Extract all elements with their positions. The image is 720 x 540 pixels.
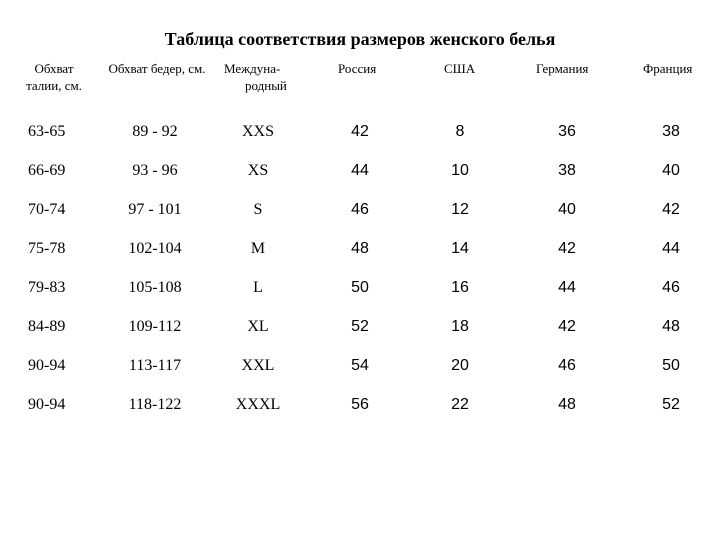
header-russia: Россия — [338, 61, 377, 76]
page-title: Таблица соответствия размеров женского белья — [164, 29, 556, 49]
cell-russia: 44 — [351, 162, 369, 179]
header-hips: Обхват бедер, см. — [108, 61, 206, 76]
cell-international: M — [250, 240, 266, 257]
cell-international: XL — [247, 318, 269, 335]
cell-waist: 66-69 — [28, 162, 66, 179]
cell-waist: 90-94 — [28, 357, 66, 374]
cell-hips: 102-104 — [128, 240, 182, 257]
cell-france: 48 — [662, 318, 680, 335]
table-row — [0, 197, 720, 223]
cell-waist: 70-74 — [28, 201, 66, 218]
cell-usa: 16 — [451, 279, 469, 296]
header-international-line2: родный — [245, 78, 287, 93]
cell-waist: 90-94 — [28, 396, 66, 413]
cell-usa: 18 — [451, 318, 469, 335]
cell-germany: 44 — [558, 279, 576, 296]
header-international — [224, 60, 287, 94]
cell-germany: 46 — [558, 357, 576, 374]
cell-hips: 105-108 — [128, 279, 182, 296]
cell-germany: 42 — [558, 240, 576, 257]
table-row — [0, 119, 720, 145]
cell-russia: 46 — [351, 201, 369, 218]
header-usa: США — [444, 61, 476, 76]
cell-france: 52 — [662, 396, 680, 413]
cell-usa: 8 — [455, 123, 465, 140]
cell-waist: 84-89 — [28, 318, 66, 335]
cell-international: L — [253, 279, 263, 296]
cell-waist: 79-83 — [28, 279, 66, 296]
cell-france: 42 — [662, 201, 680, 218]
cell-hips: 97 - 101 — [128, 201, 182, 218]
cell-hips: 113-117 — [128, 357, 182, 374]
cell-germany: 42 — [558, 318, 576, 335]
header-international-line1: Междуна- — [224, 61, 281, 76]
cell-waist: 63-65 — [28, 123, 66, 140]
cell-germany: 36 — [558, 123, 576, 140]
header-germany: Германия — [536, 61, 589, 76]
cell-usa: 14 — [451, 240, 469, 257]
cell-international: S — [253, 201, 263, 218]
cell-france: 44 — [662, 240, 680, 257]
table-row — [0, 353, 720, 379]
cell-germany: 48 — [558, 396, 576, 413]
cell-germany: 40 — [558, 201, 576, 218]
cell-russia: 50 — [351, 279, 369, 296]
cell-france: 46 — [662, 279, 680, 296]
cell-international: XXXL — [235, 396, 281, 413]
header-waist: Обхват талии, см. — [26, 61, 82, 93]
cell-hips: 109-112 — [128, 318, 182, 335]
cell-usa: 12 — [451, 201, 469, 218]
cell-france: 38 — [662, 123, 680, 140]
table-row — [0, 236, 720, 262]
cell-hips: 93 - 96 — [132, 162, 178, 179]
cell-russia: 56 — [351, 396, 369, 413]
cell-germany: 38 — [558, 162, 576, 179]
cell-russia: 42 — [351, 123, 369, 140]
cell-usa: 10 — [451, 162, 469, 179]
cell-waist: 75-78 — [28, 240, 66, 257]
header-france: Франция — [643, 61, 693, 76]
cell-russia: 52 — [351, 318, 369, 335]
cell-usa: 22 — [451, 396, 469, 413]
cell-russia: 48 — [351, 240, 369, 257]
table-row — [0, 392, 720, 418]
table-row — [0, 275, 720, 301]
cell-hips: 118-122 — [128, 396, 182, 413]
table-row — [0, 314, 720, 340]
cell-international: XS — [247, 162, 269, 179]
cell-france: 40 — [662, 162, 680, 179]
cell-usa: 20 — [451, 357, 469, 374]
cell-international: XXL — [241, 357, 275, 374]
cell-hips: 89 - 92 — [132, 123, 178, 140]
cell-france: 50 — [662, 357, 680, 374]
cell-international: XXS — [241, 123, 274, 140]
table-row — [0, 158, 720, 184]
cell-russia: 54 — [351, 357, 369, 374]
